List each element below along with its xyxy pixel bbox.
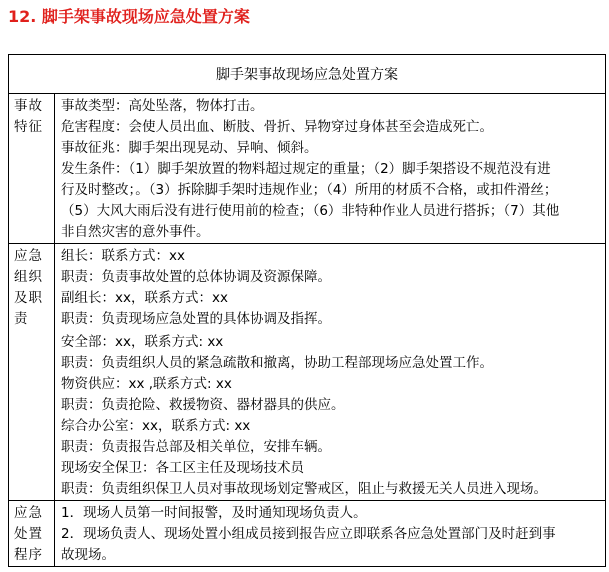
text-line: 事故征兆：脚手架出现晃动、异响、倾斜。 (61, 140, 318, 156)
text-line: （5）大风大雨后没有进行使用前的检查；（6）非特种作业人员进行搭拆；（7）其他 (61, 203, 560, 219)
row-content (55, 244, 606, 501)
text-line: 2．现场负责人、现场处置小组成员接到报告应立即联系各应急处置部门及时赶到事 (61, 526, 556, 542)
row-content (55, 501, 606, 567)
text-line: 物资供应：xx ,联系方式: xx (61, 376, 232, 392)
text-line: 职责：负责现场应急处置的具体协调及指挥。 (61, 311, 331, 327)
text-line: 故现场。 (61, 547, 115, 563)
text-line: 安全部：xx，联系方式: xx (61, 334, 224, 350)
row-label: 应急处置程序 (9, 501, 55, 567)
table-row (9, 501, 606, 567)
row-label: 应急组织及职责 (9, 244, 55, 501)
text-line: 现场安全保卫：各工区主任及现场技术员 (61, 460, 304, 476)
text-line: 职责：负责事故处置的总体协调及资源保障。 (61, 269, 331, 285)
text-line: 行及时整改；。（3）拆除脚手架时违规作业；（4）所用的材质不合格，或扣件滑丝； (61, 182, 558, 198)
text-line: 综合办公室：xx，联系方式: xx (61, 418, 251, 434)
table-header-row (9, 55, 606, 94)
table-header: 脚手架事故现场应急处置方案 (9, 55, 606, 94)
text-line: 1．现场人员第一时间报警，及时通知现场负责人。 (61, 505, 367, 521)
text-line: 职责：负责组织人员的紧急疏散和撤离，协助工程部现场应急处置工作。 (61, 355, 493, 371)
text-line: 发生条件：（1）脚手架放置的物料超过规定的重量；（2）脚手架搭设不规范没有进 (61, 161, 551, 177)
table-row (9, 244, 606, 501)
emergency-plan-table (8, 54, 606, 567)
text-line: 副组长：xx，联系方式：xx (61, 290, 228, 306)
text-line: 职责：负责抢险、救援物资、器材器具的供应。 (61, 397, 345, 413)
row-content (55, 94, 606, 244)
section-title: 12. 脚手架事故现场应急处置方案 (8, 7, 250, 26)
row-label: 事故特征 (9, 94, 55, 244)
text-line: 非自然灾害的意外事件。 (61, 224, 210, 240)
table-row (9, 94, 606, 244)
text-line: 危害程度：会使人员出血、断肢、骨折、异物穿过身体甚至会造成死亡。 (61, 119, 493, 135)
text-line: 组长：联系方式：xx (61, 248, 185, 264)
text-line: 事故类型：高处坠落，物体打击。 (61, 98, 264, 114)
text-line: 职责：负责组织保卫人员对事故现场划定警戒区，阻止与救援无关人员进入现场。 (61, 481, 547, 497)
text-line: 职责：负责报告总部及相关单位，安排车辆。 (61, 439, 331, 455)
